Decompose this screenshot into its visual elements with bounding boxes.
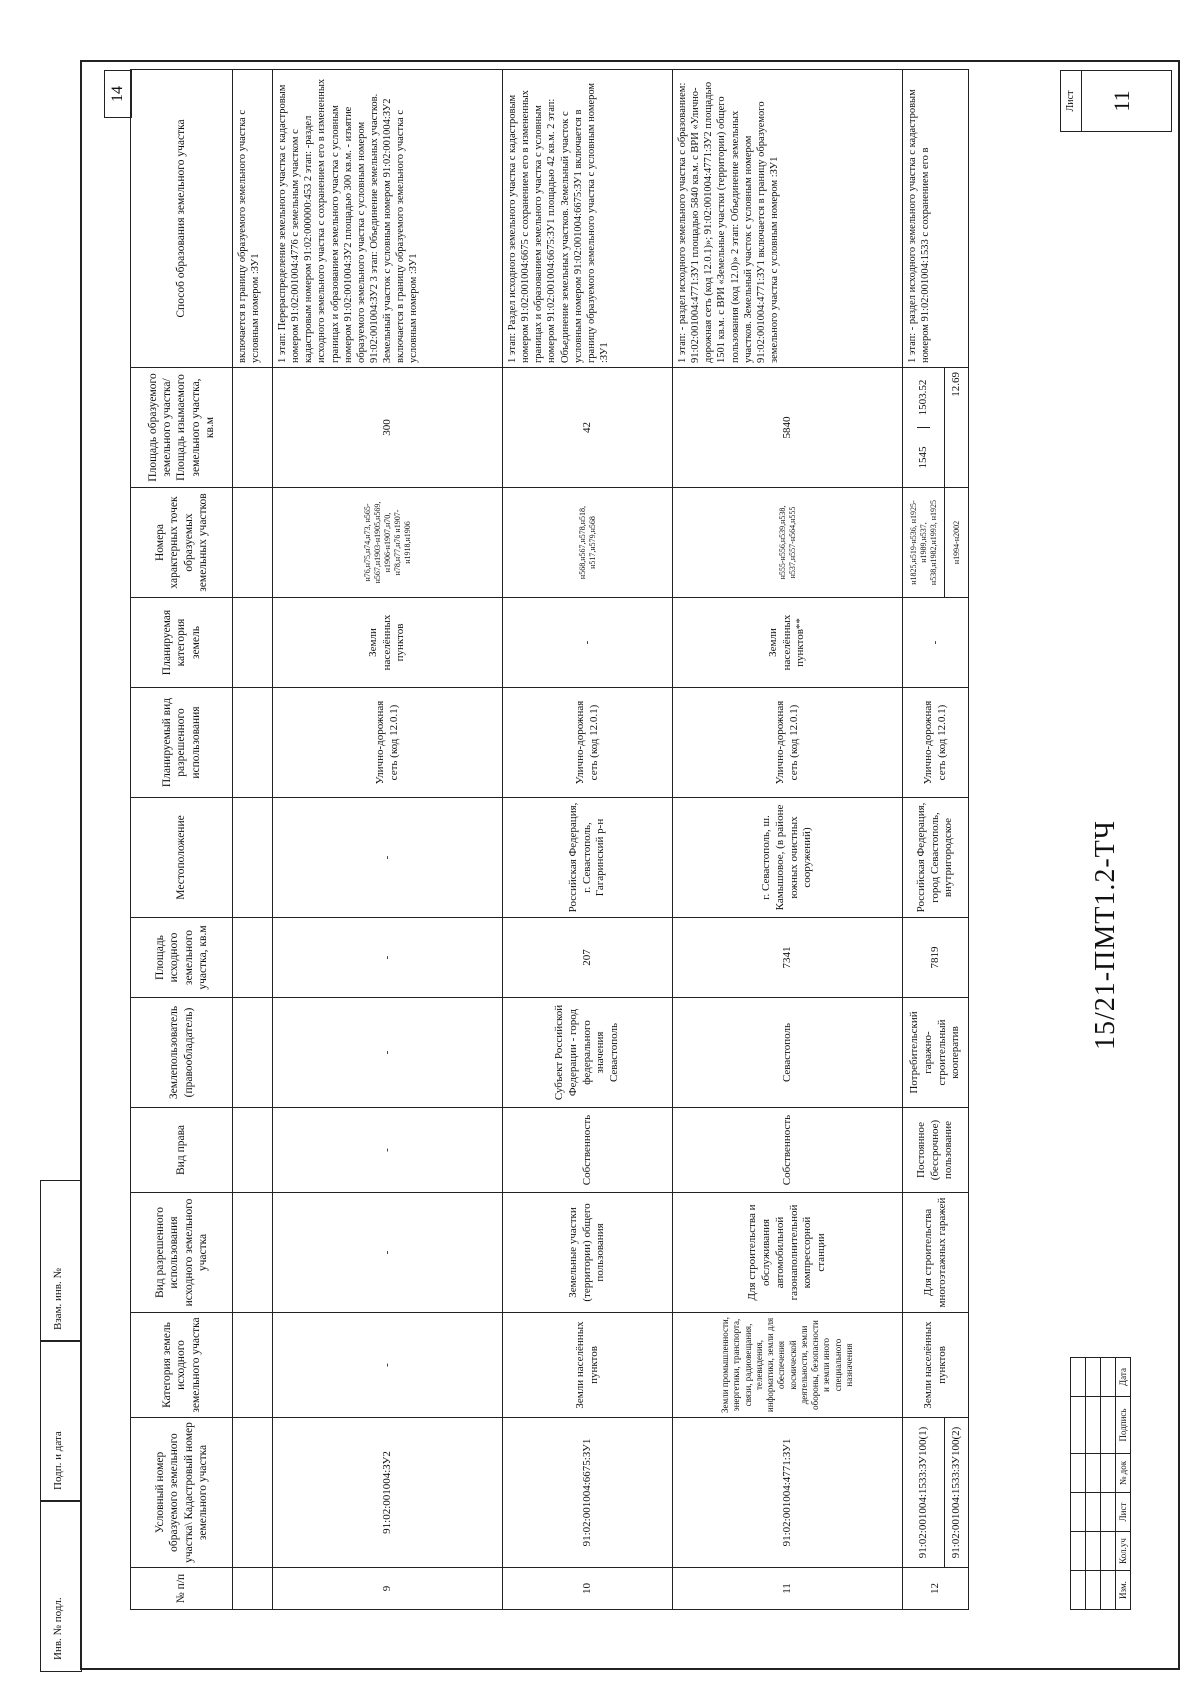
- rotated-sheet: [109, 70, 1170, 1610]
- margin-inv: Инв. № подл.: [52, 1597, 64, 1660]
- cell-planned-cat: [233, 598, 273, 688]
- stamp-col-koluch: Кол.уч: [1116, 1532, 1131, 1571]
- header-cond-num: Условный номер образуемого земельного участка\ Кадастровый номер земельного участка: [131, 1418, 233, 1568]
- cell-num: 9: [273, 1568, 503, 1610]
- cell-area-src: 7819: [903, 918, 969, 998]
- cell-use: -: [273, 1193, 503, 1313]
- table-row: [673, 70, 903, 1610]
- cell-location: Российская Федерация, город Севастополь, внутригородское: [903, 798, 969, 918]
- cell-planned-cat: -: [903, 598, 969, 688]
- cell-area-new: [233, 368, 273, 488]
- cell-cond-num: [233, 1418, 273, 1568]
- cell-category: -: [273, 1313, 503, 1418]
- cell-method: 1 этап: Раздел исходного земельного участка с кадастровым номером 91:02:001004:6675 с сохранением его в измененных границах и образованием земельного участка с условным номером 91:02:001004:6675:ЗУ1 площадью 42 кв.м. 2 этап: Объединение земельных участков. Земельный участок с условным номером 91:02:001004:6675:ЗУ1 включается в границу образуемого земельного участка с условным номером :ЗУ1: [503, 70, 673, 368]
- cell-right: -: [273, 1108, 503, 1193]
- header-area-src: Площадь исходного земельного участка, кв.м: [131, 918, 233, 998]
- cell-category: Земли промышленности, энергетики, транспорта, связи, радиовещания, телевидения, информатики, земли для обеспечения космической деятельности, земли обороны, безопасности и земли иного специального назначения: [673, 1313, 903, 1418]
- header-num: № п/п: [131, 1568, 233, 1610]
- cell-use: Для строительства и обслуживания автомобильной газонаполнительной компрессорной станции: [673, 1193, 903, 1313]
- title-block: [1060, 70, 1170, 1610]
- cell-area-src: -: [273, 918, 503, 998]
- header-planned-use: Планируемый вид разрешенного использования: [131, 688, 233, 798]
- cell-num: 11: [673, 1568, 903, 1610]
- cell-points: н568,н567,н578,н518, н517,н579,н568: [503, 488, 673, 598]
- cell-area-src: 7341: [673, 918, 903, 998]
- cell-right: Собственность: [503, 1108, 673, 1193]
- cell-location: -: [273, 798, 503, 918]
- cell-method: 1 этап: - раздел исходного земельного участка с кадастровым номером 91:02:001004:1533 с сохранением его в: [903, 70, 969, 368]
- cell-use: [233, 1193, 273, 1313]
- cell-location: Российская Федерация, г. Севастополь, Гагаринский р-н: [503, 798, 673, 918]
- cell-category: Земли населённых пунктов: [903, 1313, 969, 1418]
- cell-right: Собственность: [673, 1108, 903, 1193]
- header-category: Категория земель исходного земельного участка: [131, 1313, 233, 1418]
- cell-owner: Потребительский гаражно-строительный кооператив: [903, 998, 969, 1108]
- cell-points: [233, 488, 273, 598]
- cell-right: Постоянное (бессрочное) пользование: [903, 1108, 969, 1193]
- cell-cond-num: 91:02:001004:1533:ЗУ100(1): [903, 1418, 945, 1568]
- cell-cond-num-2: 91:02:001004:1533:ЗУ100(2): [945, 1418, 969, 1568]
- cell-area-new: 300: [273, 368, 503, 488]
- cell-area-src: 207: [503, 918, 673, 998]
- cell-points: н555-н556,н539,н538, н537,н557-н564,н555: [673, 488, 903, 598]
- document-code: 15/21-ПМТ1.2-ТЧ: [1090, 820, 1121, 1050]
- table-row: [503, 70, 673, 1610]
- cell-area-new: 42: [503, 368, 673, 488]
- table-row: [903, 70, 945, 1610]
- cell-planned-use: [233, 688, 273, 798]
- cell-location: г. Севастополь, ш. Камышовое, (в районе южных очистных сооружений): [673, 798, 903, 918]
- header-planned-cat: Планируемая категория земель: [131, 598, 233, 688]
- header-row: [131, 70, 233, 1610]
- page-number: 14: [104, 70, 132, 118]
- table-row: [273, 70, 503, 1610]
- stamp-col-izm: Изм.: [1116, 1571, 1131, 1610]
- sheet-number: 11: [1109, 90, 1134, 112]
- cell-planned-use: Улично-дорожная сеть (код 12.0.1): [673, 688, 903, 798]
- header-location: Местоположение: [131, 798, 233, 918]
- cell-planned-use: Улично-дорожная сеть (код 12.0.1): [273, 688, 503, 798]
- header-area-new: Площадь образуемого земельного участка/Площадь изымаемого земельного участка, кв.м: [131, 368, 233, 488]
- land-plots-table: [130, 69, 969, 1610]
- cell-owner: [233, 998, 273, 1108]
- cell-num: 10: [503, 1568, 673, 1610]
- area-part-a: 1503.52: [916, 379, 929, 416]
- cell-right: [233, 1108, 273, 1193]
- cell-use: Земельные участки (территории) общего пользования: [503, 1193, 673, 1313]
- cell-category: [233, 1313, 273, 1418]
- cell-area-new: 5840: [673, 368, 903, 488]
- margin-vzam: Взам. инв. №: [52, 1268, 64, 1330]
- cell-category: Земли населённых пунктов: [503, 1313, 673, 1418]
- header-method: Способ образования земельного участка: [131, 70, 233, 368]
- cell-method: 1 этап: - раздел исходного земельного участка с образованием: 91:02:001004:4771:ЗУ1 площадью 5840 кв.м. с ВРИ «Улично-дорожная сеть (код 12.0.1)»; 91:02:001004:4771:ЗУ2 площадью 1501 кв.м. с ВРИ «Земельные участки (территории) общего пользования (код 12.0)» 2 этап: Объединение земельных участков. Земельный участок с условным номером 91:02:001004:4771:ЗУ1 включается в границу образуемого земельного участка с условным номером :ЗУ1: [673, 70, 903, 368]
- cell-method: включается в границу образуемого земельного участка с условным номером :ЗУ1: [233, 70, 273, 368]
- cell-location: [233, 798, 273, 918]
- cell-cond-num: 91:02:001004:6675:ЗУ1: [503, 1418, 673, 1568]
- cell-cond-num: 91:02:001004:4771:ЗУ1: [673, 1418, 903, 1568]
- cell-points-2: н1994-н2002: [945, 488, 969, 598]
- cell-points: н1825,н519-н536, н1925-н1989,н537, н538,н1982,н1993, н1925: [903, 488, 945, 598]
- cell-area-new: [903, 368, 945, 488]
- sheet-label: Лист: [1061, 71, 1082, 131]
- sheet-box: [1060, 70, 1172, 132]
- header-points: Номера характерных точек образуемых земельных участков: [131, 488, 233, 598]
- area-part-b: 12.69: [945, 368, 969, 488]
- cell-area-src: [233, 918, 273, 998]
- cell-planned-use: Улично-дорожная сеть (код 12.0.1): [503, 688, 673, 798]
- cell-num: 12: [903, 1568, 969, 1610]
- cell-owner: -: [273, 998, 503, 1108]
- cell-num: [233, 1568, 273, 1610]
- cell-use: Для строительства многоэтажных гаражей: [903, 1193, 969, 1313]
- cell-method: 1 этап: Перераспределение земельного участка с кадастровым номером 91:02:001004:4776 с земельным участком с кадастровым номером 91:02:000000:453 2 этап: -раздел исходного земельного участка с сохранением его в измененных границах и образованием земельного участка с условным номером 91:02:001004:ЗУ2 площадью 300 кв.м. - изъятие образуемого земельного участка с условным номером 91:02:001004:ЗУ2 3 этап: Объединение земельных участков. Земельный участок с условным номером 91:02:001004:ЗУ2 включается в границу образуемого земельного участка с условным номером :ЗУ1: [273, 70, 503, 368]
- cell-planned-cat: Земли населённых пунктов: [273, 598, 503, 688]
- margin-podp: Подп. и дата: [52, 1431, 64, 1490]
- cell-planned-cat: Земли населённых пунктов**: [673, 598, 903, 688]
- header-owner: Землепользователь (правообладатель): [131, 998, 233, 1108]
- stamp-col-data: Дата: [1116, 1358, 1131, 1397]
- header-use: Вид разрешенного использования исходного земельного участка: [131, 1193, 233, 1313]
- cell-owner: Севастополь: [673, 998, 903, 1108]
- header-right: Вид права: [131, 1108, 233, 1193]
- cell-owner: Субъект Российской Федерации - город федерального значения Севастополь: [503, 998, 673, 1108]
- revision-grid: [1070, 1357, 1131, 1610]
- cell-planned-use: Улично-дорожная сеть (код 12.0.1): [903, 688, 969, 798]
- stamp-col-list: Лист: [1116, 1493, 1131, 1532]
- stamp-col-podpis: Подпись: [1116, 1397, 1131, 1454]
- table-row: [233, 70, 273, 1610]
- cell-planned-cat: -: [503, 598, 673, 688]
- cell-cond-num: 91:02:001004:ЗУ2: [273, 1418, 503, 1568]
- stamp-col-ndok: № док: [1116, 1454, 1131, 1493]
- cell-points: н76,н75,н74,н73, н565-н567,н1903-н1905,н569, н1906-н1907,н70, н78,н77,н76 н1907-н1918,н1906: [273, 488, 503, 598]
- area-total: 1545: [917, 427, 931, 487]
